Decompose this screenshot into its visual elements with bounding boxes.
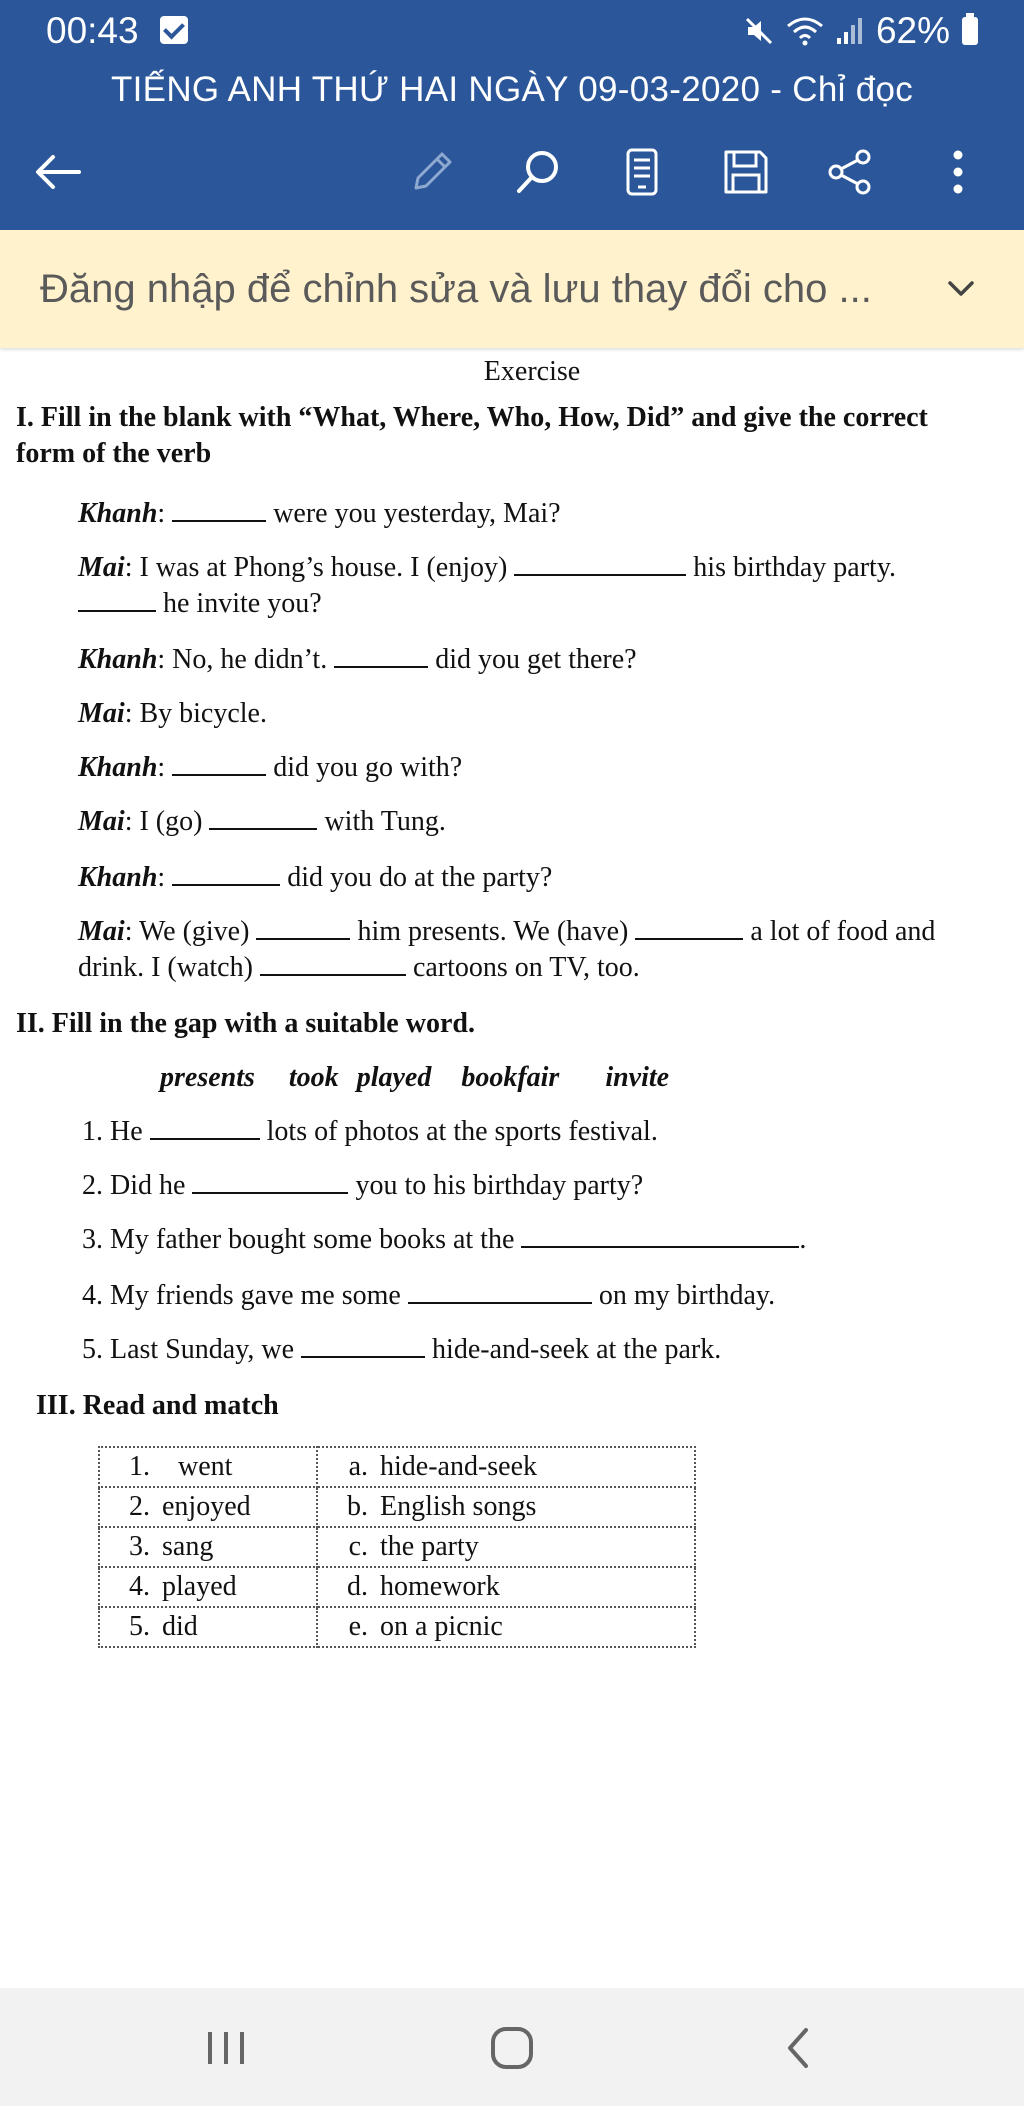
- dialogue-line: he invite you?: [78, 586, 322, 622]
- table-row: [99, 1607, 695, 1647]
- verb-cell: 2. enjoyed: [99, 1487, 317, 1527]
- wifi-icon: [786, 16, 824, 46]
- share-button[interactable]: [812, 134, 888, 210]
- gap-question: 4. My friends gave me some on my birthday.: [82, 1280, 776, 1311]
- section-3-heading: III. Read and match: [36, 1390, 279, 1421]
- recent-apps-button[interactable]: [186, 2008, 266, 2088]
- exercise-title: Exercise: [483, 356, 581, 387]
- table-row: [99, 1487, 695, 1527]
- phrase-cell: d. homework: [317, 1567, 695, 1607]
- dialogue-line: Khanh: No, he didn’t. did you get there?: [78, 644, 637, 675]
- dialogue-line: Mai: We (give) him presents. We (have) a lot of food and: [78, 916, 936, 947]
- gap-question: 1. He lots of photos at the sports festival.: [82, 1116, 658, 1147]
- verb-cell: 5. did: [99, 1607, 317, 1647]
- table-row: [99, 1527, 695, 1567]
- phrase-cell: a. hide-and-seek: [317, 1447, 695, 1487]
- document-title: TIẾNG ANH THỨ HAI NGÀY 09-03-2020 - Chỉ đọc: [110, 70, 914, 109]
- dialogue-line: Khanh: did you go with?: [78, 752, 463, 783]
- word-bank-item: presents: [160, 1062, 255, 1093]
- match-table: [98, 1446, 696, 1648]
- dialogue-line: drink. I (watch) cartoons on TV, too.: [78, 952, 640, 983]
- edit-button[interactable]: [394, 134, 470, 210]
- sign-in-banner[interactable]: [0, 230, 1024, 348]
- status-time: 00:43: [46, 10, 139, 51]
- word-bank: [160, 1060, 703, 1096]
- back-arrow-icon: [33, 152, 83, 192]
- dialogue-line: Khanh: did you do at the party?: [78, 862, 553, 893]
- word-bank-item: took: [288, 1062, 339, 1093]
- home-button[interactable]: [472, 2008, 552, 2088]
- dialogue-line: Mai: By bicycle.: [78, 698, 267, 729]
- phrase-cell: c. the party: [317, 1527, 695, 1567]
- notification-check-icon: [160, 16, 188, 44]
- verb-cell: 4. played: [99, 1567, 317, 1607]
- gap-question: 2. Did he you to his birthday party?: [82, 1170, 644, 1201]
- phrase-cell: e. on a picnic: [317, 1607, 695, 1647]
- pencil-icon: [408, 148, 456, 196]
- section-2-heading: II. Fill in the gap with a suitable word.: [16, 1008, 475, 1039]
- home-icon: [489, 2025, 535, 2071]
- system-nav-bar: [0, 1988, 1024, 2106]
- table-row: [99, 1567, 695, 1607]
- gap-question: 3. My father bought some books at the .: [82, 1224, 807, 1255]
- document-body[interactable]: [0, 348, 1024, 1988]
- mute-icon: [744, 16, 774, 46]
- back-button[interactable]: [20, 134, 96, 210]
- status-icons: [744, 8, 978, 54]
- dialogue-line: Mai: I was at Phong’s house. I (enjoy) his birthday party.: [78, 552, 896, 583]
- chevron-left-icon: [784, 2026, 812, 2070]
- share-icon: [826, 148, 874, 196]
- more-options-button[interactable]: [920, 134, 996, 210]
- table-row: [99, 1447, 695, 1487]
- section-1-heading-cont: form of the verb: [16, 438, 212, 469]
- search-button[interactable]: [500, 134, 576, 210]
- word-bank-item: played: [356, 1062, 432, 1093]
- reader-view-icon: [622, 147, 662, 197]
- phrase-cell: b. English songs: [317, 1487, 695, 1527]
- sign-in-banner-text: Đăng nhập để chỉnh sửa và lưu thay đổi cho ...: [40, 267, 872, 311]
- save-icon: [722, 148, 770, 196]
- reader-view-button[interactable]: [604, 134, 680, 210]
- verb-cell: 3. sang: [99, 1527, 317, 1567]
- search-icon: [513, 147, 563, 197]
- battery-icon: [962, 17, 978, 45]
- word-bank-item: invite: [605, 1062, 670, 1093]
- battery-percent: 62%: [875, 10, 950, 51]
- verb-cell: 1. went: [99, 1447, 317, 1487]
- toolbar: [0, 134, 1024, 210]
- recent-apps-icon: [204, 2028, 248, 2068]
- banner-expand-button[interactable]: [936, 264, 986, 314]
- app-bar: [0, 0, 1024, 230]
- signal-icon: [836, 16, 864, 46]
- word-bank-item: bookfair: [461, 1062, 560, 1093]
- nav-back-button[interactable]: [758, 2008, 838, 2088]
- gap-question: 5. Last Sunday, we hide-and-seek at the park.: [82, 1334, 722, 1365]
- chevron-down-icon: [947, 280, 975, 298]
- dialogue-line: Khanh: were you yesterday, Mai?: [78, 498, 561, 529]
- more-vertical-icon: [952, 150, 964, 194]
- section-1-heading: I. Fill in the blank with “What, Where, Who, How, Did” and give the correct: [16, 402, 928, 433]
- save-button[interactable]: [708, 134, 784, 210]
- dialogue-line: Mai: I (go) with Tung.: [78, 806, 446, 837]
